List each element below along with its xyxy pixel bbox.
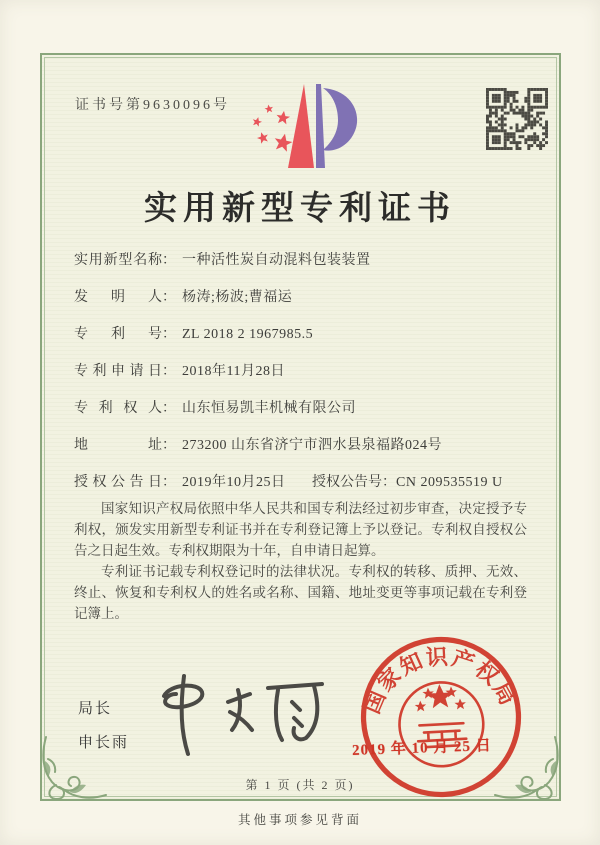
grant-number-label: 授权公告号	[312, 475, 382, 490]
field-label: 地址	[74, 438, 162, 453]
field-value: 2018年11月28日	[182, 364, 285, 379]
legal-paragraph-2: 专利证书记载专利权登记时的法律状况。专利权的转移、质押、无效、终止、恢复和专利权人的姓名或名称、国籍、地址变更等事项记载在专利登记簿上。	[74, 564, 527, 621]
certificate-title: 实用新型专利证书	[144, 191, 456, 227]
field-colon: ：	[382, 475, 396, 490]
field-label: 专利权人	[74, 401, 162, 416]
field-value: 杨涛;杨波;曹福运	[182, 290, 293, 305]
field-value: 一种活性炭自动混料包装装置	[182, 253, 371, 268]
field-colon: ：	[162, 438, 176, 453]
field-label: 授权公告日	[74, 475, 162, 490]
grant-date-value: 2019年10月25日	[182, 475, 286, 490]
certificate-number: 证书号第9630096号	[75, 98, 230, 113]
legal-paragraph-1: 国家知识产权局依照中华人民共和国专利法经过初步审查，决定授予专利权，颁发实用新型专利证书并在专利登记簿上予以登记。专利权自授权公告之日起生效。专利权期限为十年，自申请日起算。	[74, 501, 527, 558]
director-signature-icon	[146, 660, 346, 770]
legal-text-block	[74, 498, 527, 624]
page-number: 第 1 页 (共 2 页)	[245, 778, 355, 792]
field-value: 273200 山东省济宁市泗水县泉福路024号	[182, 438, 442, 453]
field-row-filing-date	[74, 360, 528, 397]
qr-code-icon	[486, 88, 548, 150]
grant-number-group	[312, 471, 503, 491]
field-colon: ：	[162, 290, 176, 305]
svg-text:国家知识产权局	[356, 640, 523, 718]
field-list	[74, 249, 528, 508]
field-colon: ：	[162, 253, 176, 268]
field-label: 发明人	[74, 290, 162, 305]
field-colon: ：	[162, 364, 176, 379]
field-colon: ：	[162, 327, 176, 342]
field-row-address	[74, 434, 528, 471]
cnipa-logo-icon	[242, 80, 362, 180]
seal-text: 国家知识产权局	[358, 644, 522, 718]
director-name: 申长雨	[78, 735, 130, 751]
field-colon: ：	[162, 475, 176, 490]
field-row-inventors	[74, 286, 528, 323]
field-label: 专利号	[74, 327, 162, 342]
field-label: 专利申请日	[74, 364, 162, 379]
grant-number-value: CN 209535519 U	[396, 475, 503, 490]
field-row-patentee	[74, 397, 528, 434]
field-row-name	[74, 249, 528, 286]
field-row-patent-no	[74, 323, 528, 360]
field-value: ZL 2018 2 1967985.5	[182, 327, 314, 342]
director-title: 局长	[78, 701, 113, 717]
seal-date: 2019 年 10 月 25 日	[351, 738, 493, 759]
back-side-note: 其他事项参见背面	[237, 813, 362, 827]
field-colon: ：	[162, 401, 176, 416]
field-value: 山东恒易凯丰机械有限公司	[182, 401, 356, 416]
field-label: 实用新型名称	[74, 253, 162, 268]
